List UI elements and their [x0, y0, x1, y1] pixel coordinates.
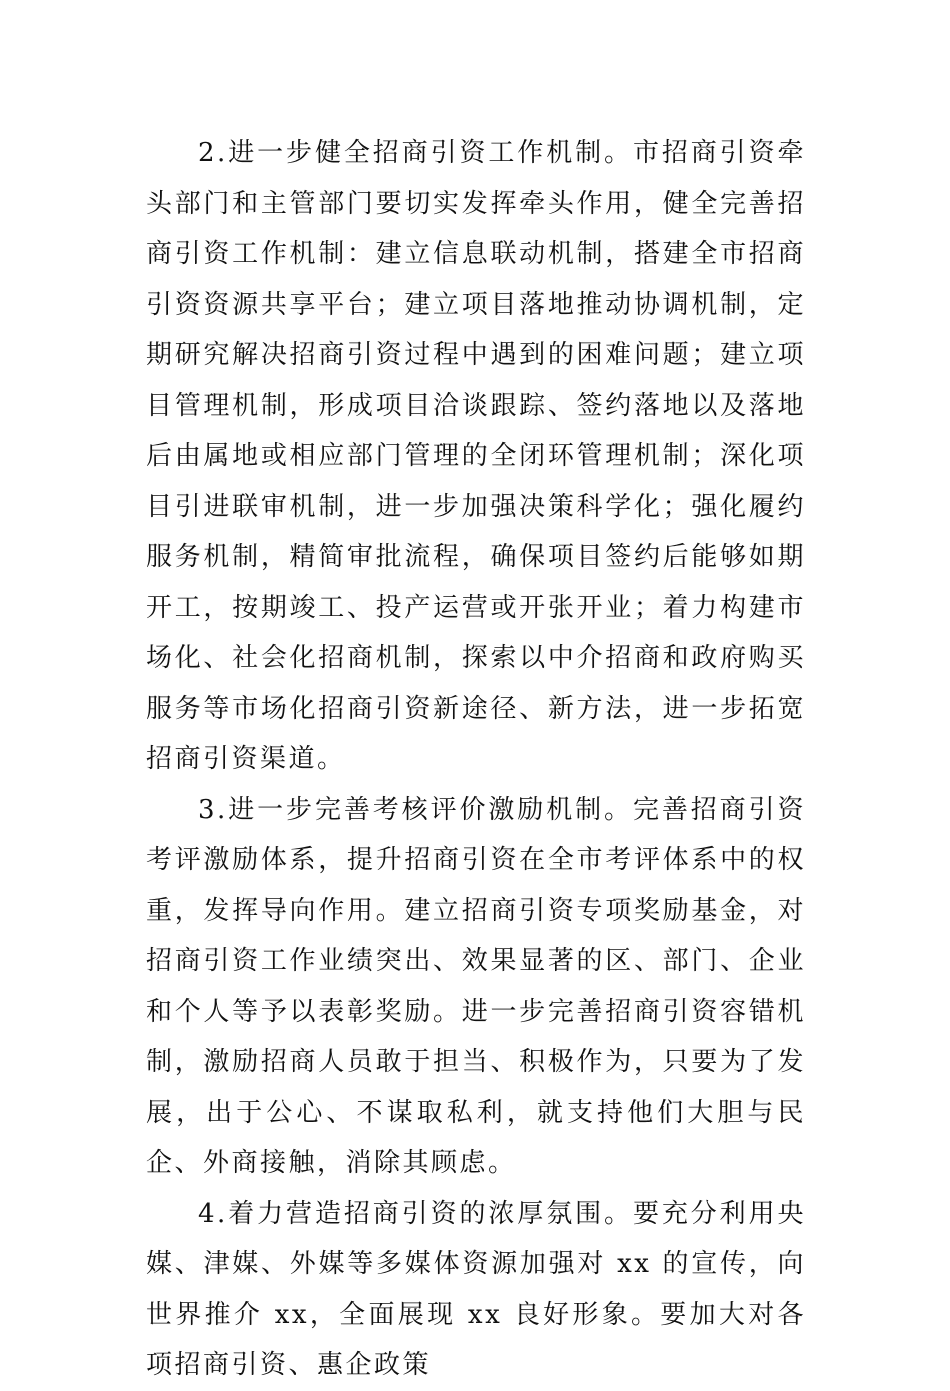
paragraph-atmosphere: 4.着力营造招商引资的浓厚氛围。要充分利用央媒、津媒、外媒等多媒体资源加强对 xx 的宣传，向世界推介 xx，全面展现 xx 良好形象。要加大对各项招商引资、惠企政策 — [146, 1198, 806, 1380]
document-body — [146, 128, 806, 1391]
paragraph-work-mechanism: 2.进一步健全招商引资工作机制。市招商引资牵头部门和主管部门要切实发挥牵头作用，健全完善招商引资工作机制：建立信息联动机制，搭建全市招商引资资源共享平台；建立项目落地推动协调机制，定期研究解决招商引资过程中遇到的困难问题；建立项目管理机制，形成项目洽谈跟踪、签约落地以及落地后由属地或相应部门管理的全闭环管理机制；深化项目引进联审机制，进一步加强决策科学化；强化履约服务机制，精简审批流程，确保项目签约后能够如期开工，按期竣工、投产运营或开张开业；着力构建市场化、社会化招商机制，探索以中介招商和政府购买服务等市场化招商引资新途径、新方法，进一步拓宽招商引资渠道。 — [146, 138, 806, 774]
paragraph-evaluation-incentive: 3.进一步完善考核评价激励机制。完善招商引资考评激励体系，提升招商引资在全市考评体系中的权重，发挥导向作用。建立招商引资专项奖励基金，对招商引资工作业绩突出、效果显著的区、部门、企业和个人等予以表彰奖励。进一步完善招商引资容错机制，激励招商人员敢于担当、积极作为，只要为了发展，出于公心、不谋取私利，就支持他们大胆与民企、外商接触，消除其顾虑。 — [146, 794, 806, 1178]
